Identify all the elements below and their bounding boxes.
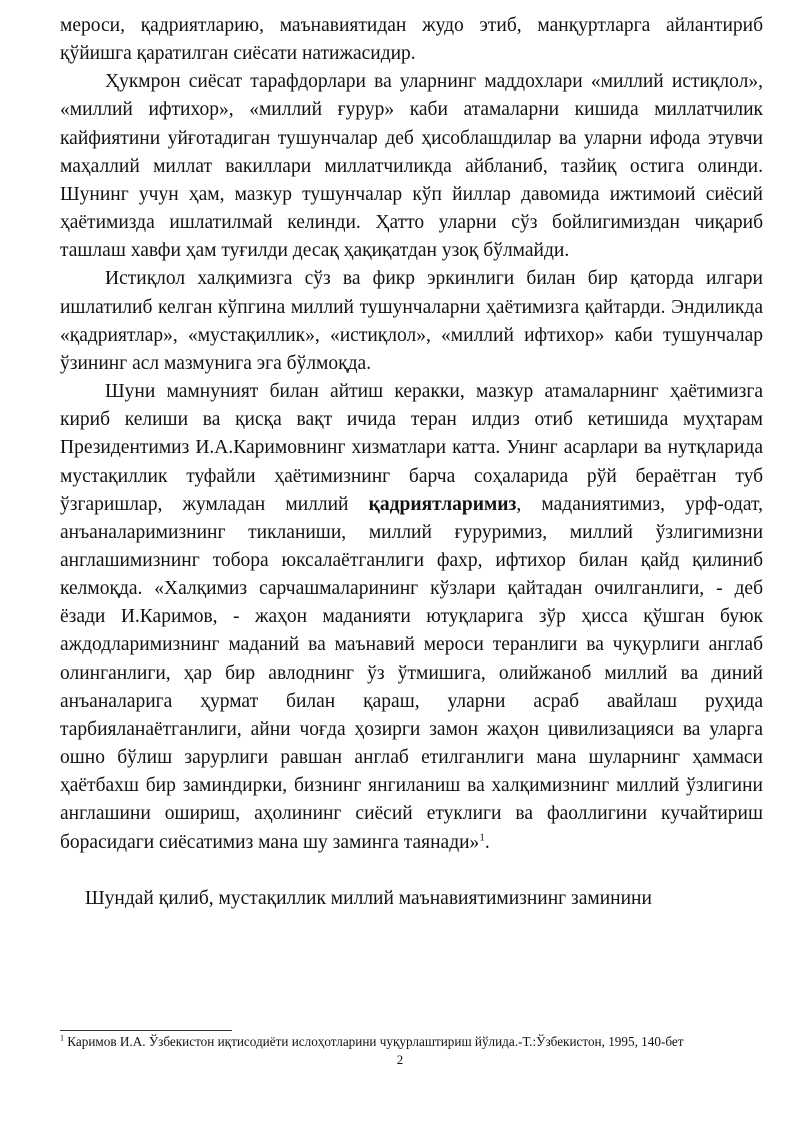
bold-term: қадриятларимиз	[368, 493, 517, 515]
paragraph-4: Шундай қилиб, мустақиллик миллий маънавиятимизнинг заминини	[85, 887, 652, 909]
paragraph-continuation: мероси, қадриятларию, маънавиятидан жудо этиб, манқуртларга айлантириб қўйишга қаратилган сиёсати натижасидир.	[60, 15, 763, 65]
page-number: 2	[396, 1052, 404, 1067]
paragraph-3-text-rest: , маданиятимиз, урф-одат, анъаналаримизнинг тикланиши, миллий ғуруримиз, миллий ўзлигимизни англашимизнинг тобора юксалаётганлиги фахр, ифтихор билан қайд қилиниб келмоқда. «Халқимиз сарчашмаларининг кўзлари қайтадан очилганлиги, - деб ёзади И.Каримов, - жаҳон маданияти ютуқларига зўр ҳисса қўшган буюк аждодларимизнинг маданий ва маънавий мероси теранлиги ва чуқурлиги англаб олинганлиги, ҳар бир авлоднинг ўз ўтмишига, олийжаноб миллий ва диний анъаналарига ҳурмат билан қараш, уларни асраб авайлаш руҳида тарбияланаётганлиги, айни чоғда ҳозирги замон жаҳон цивилизацияси ва уларга ошно бўлиш зарурлиги равшан англаб етилганлиги мана шуларнинг ҳаммаси ҳаётбахш бир заминдирки, бизнинг янгиланиш ва халқимизнинг миллий ўзлигини англашини ошириш, аҳолининг сиёсий етуклиги ва фаоллигини кучайтириш борасидаги сиёсатимиз мана шу заминга таянади»	[60, 493, 763, 853]
paragraph-3	[60, 378, 763, 857]
footnote	[60, 1034, 763, 1050]
footnote-marker: 1	[60, 1033, 64, 1043]
paragraph-2: Истиқлол халқимизга сўз ва фикр эркинлиги билан бир қаторда илгари ишлатилиб келган кўпгина миллий тушунчаларни ҳаётимизга қайтарди. Эндиликда «қадриятлар», «мустақиллик», «истиқлол», «миллий ифтихор» каби тушунчалар ўзининг асл мазмунига эга бўлмоқда.	[60, 268, 763, 374]
footnote-separator	[60, 1030, 232, 1031]
footnote-text: Каримов И.А. Ўзбекистон иқтисодиёти ислоҳотларини чуқурлаштириш йўлида.-Т.:Ўзбекистон, 1995, 140-бет	[67, 1034, 684, 1049]
paragraph-3-end: .	[484, 831, 490, 853]
paragraph-1: Ҳукмрон сиёсат тарафдорлари ва уларнинг маддохлари «миллий истиқлол», «миллий ифтихор», «миллий ғурур» каби атамаларни кишида миллатчилик кайфиятини уйғотадиган тушунчалар деб ҳисоблашдилар ва уларни ифода этувчи маҳаллий миллат вакиллари миллатчиликда айбланиб, тазйиқ остига олинди. Шунинг учун ҳам, мазкур тушунчалар кўп йиллар давомида ижтимоий сиёсий ҳаётимизда ишлатилмай келинди. Ҳатто уларни сўз бойлигимиздан чиқариб ташлаш хавфи ҳам туғилди десақ ҳақиқатдан узоқ бўлмайди.	[60, 71, 763, 262]
footnote-reference[interactable]: 1	[479, 831, 485, 844]
paragraph-3-text-start: Шуни мамнуният билан айтиш керакки, мазкур атамаларнинг ҳаётимизга кириб келиши ва қисқа вақт ичида теран илдиз отиб кетишида муҳтарам Президентимиз И.А.Каримовнинг хизматлари катта. Унинг асарлари ва нутқларида мустақиллик туфайли ҳаётимизнинг барча соҳаларида рўй бераётган туб ўзгаришлар, жумладан миллий	[60, 381, 763, 515]
body-text	[60, 12, 763, 913]
